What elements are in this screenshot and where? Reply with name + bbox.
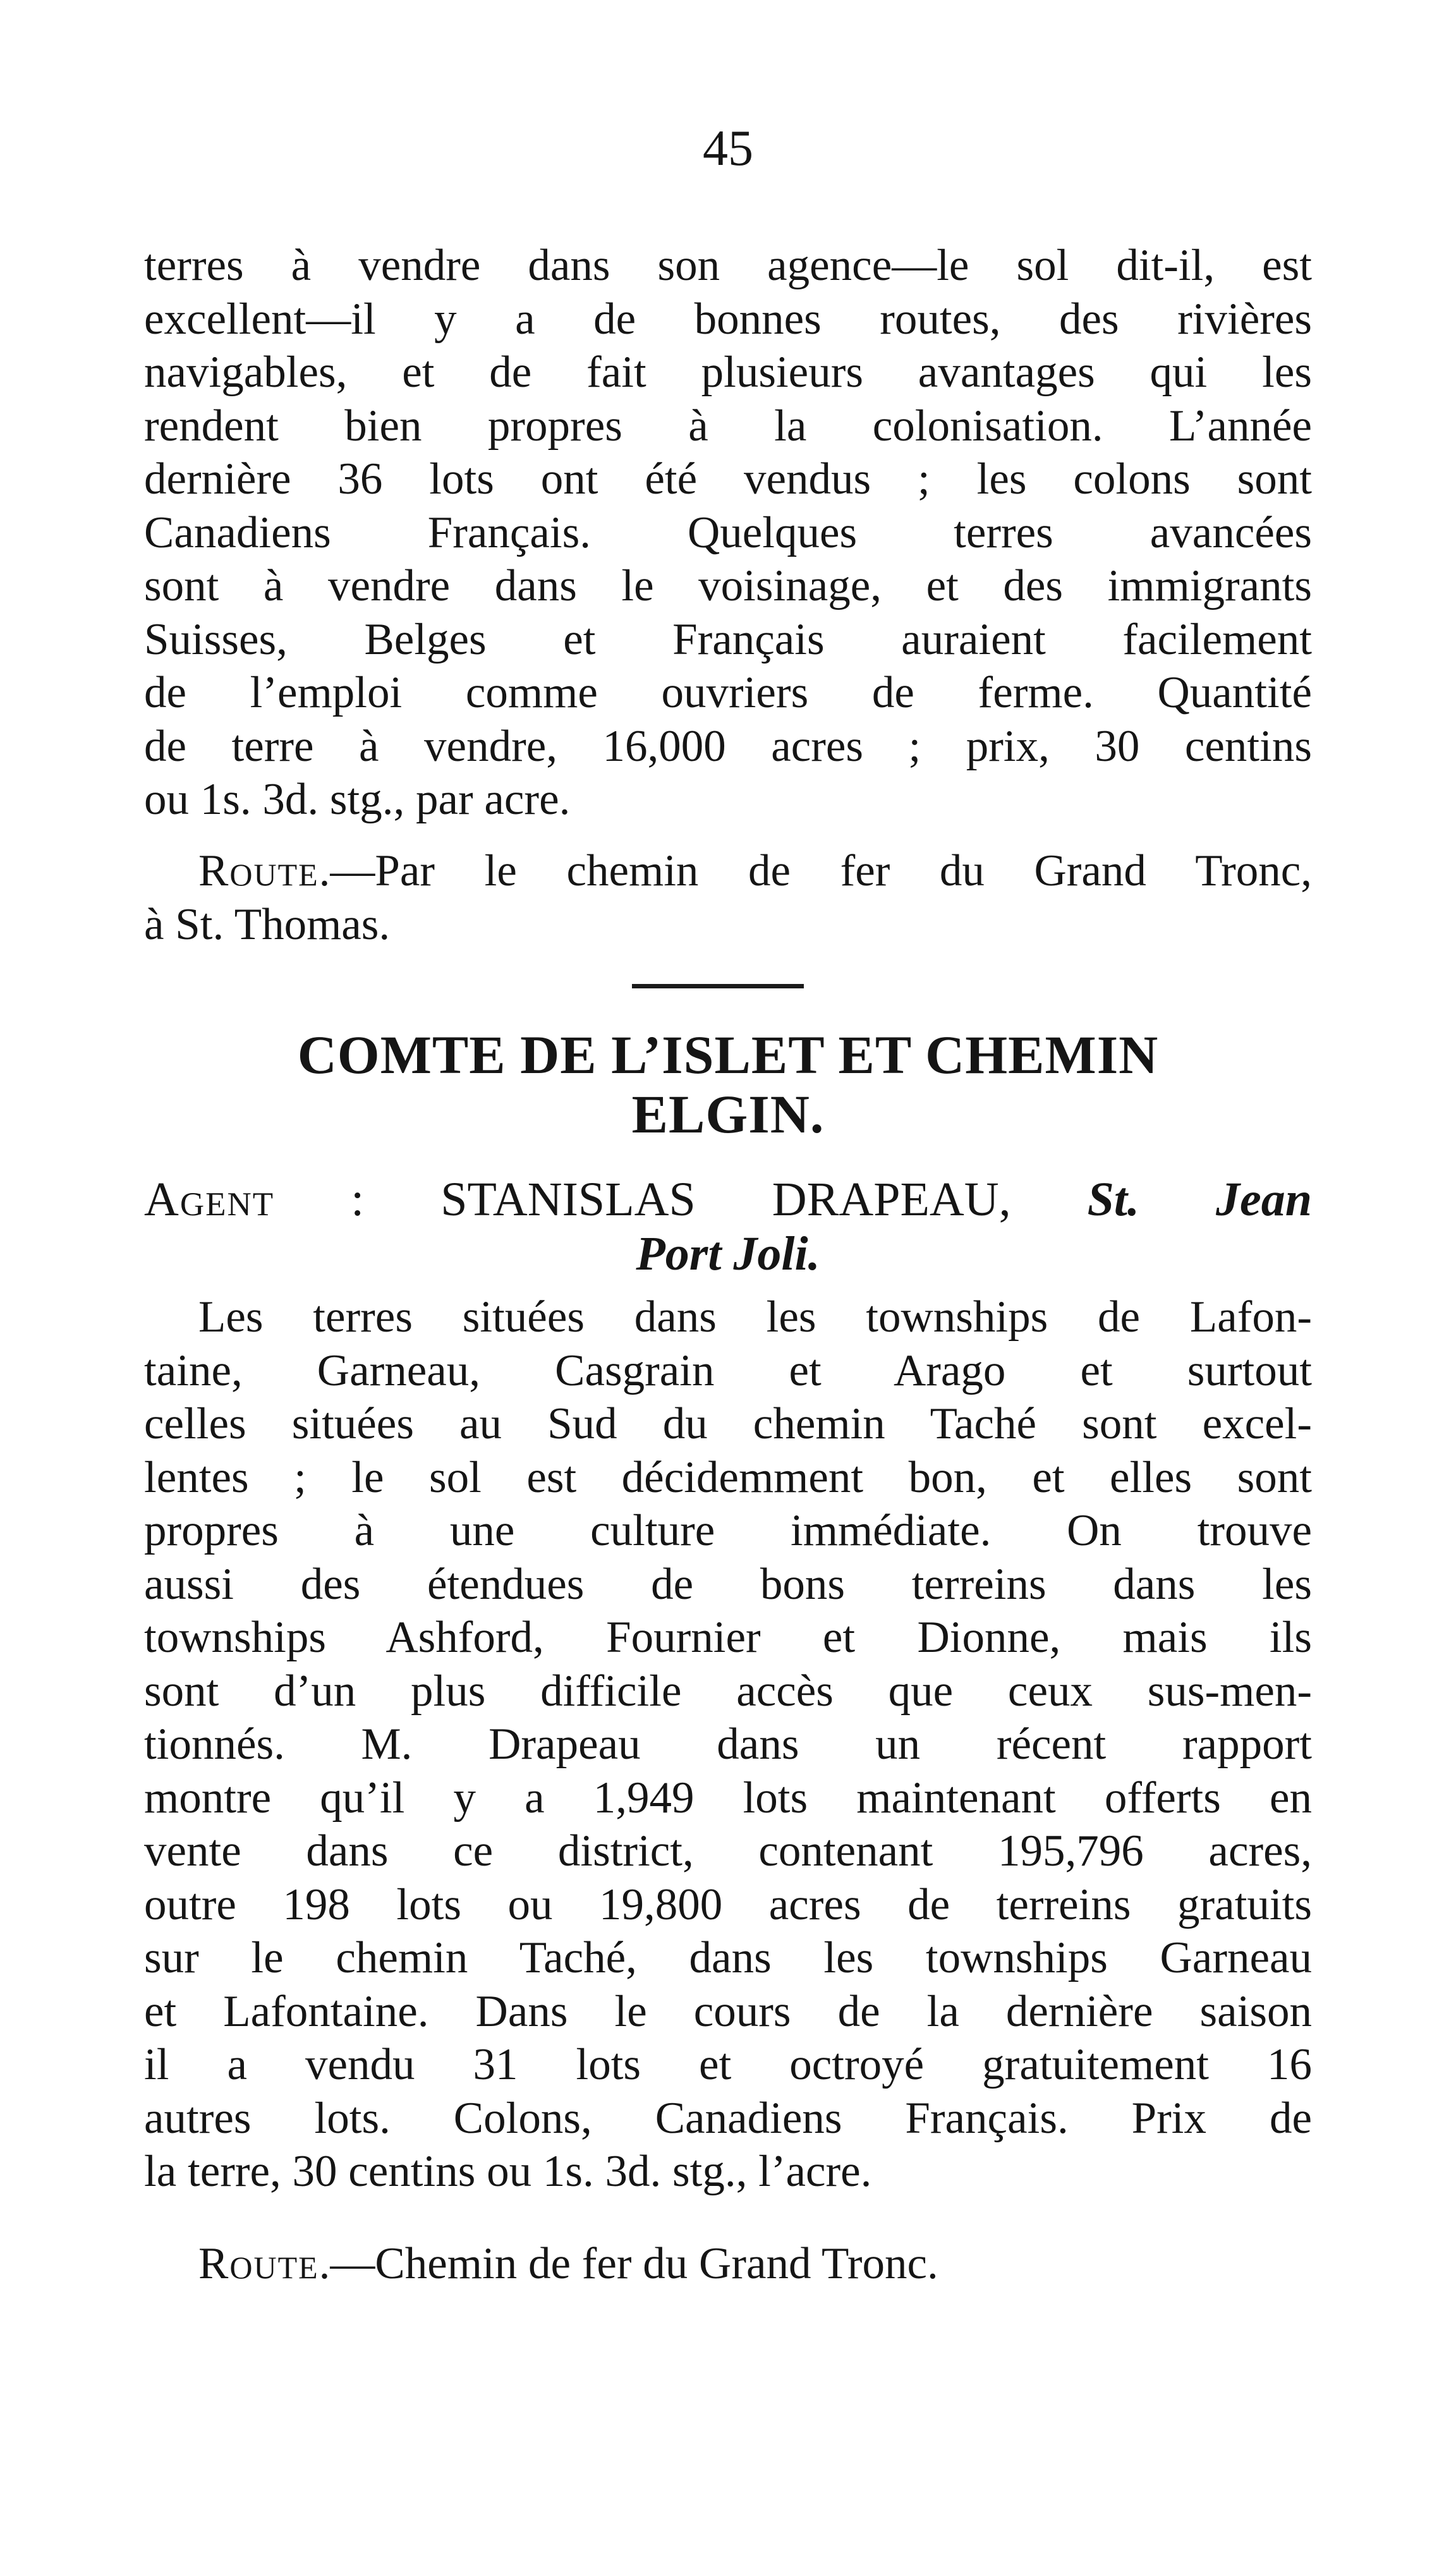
text-line: et Lafontaine. Dans le cours de la dernière saison <box>144 1986 1312 2036</box>
agent-line <box>144 1172 1312 1281</box>
text-line: terres à vendre dans son agence—le sol dit-il, est <box>144 241 1312 290</box>
section-divider <box>632 984 804 988</box>
text-line: townships Ashford, Fournier et Dionne, mais ils <box>144 1613 1312 1662</box>
agent-label: Agent <box>144 1173 275 1226</box>
text-line: outre 198 lots ou 19,800 acres de terreins gratuits <box>144 1879 1312 1929</box>
text-line: celles situées au Sud du chemin Taché sont excel- <box>144 1399 1312 1448</box>
route-text: .—Chemin de fer du Grand Tronc. <box>318 2239 938 2288</box>
text-line: dernière 36 lots ont été vendus ; les colons sont <box>144 454 1312 504</box>
text-line: autres lots. Colons, Canadiens Français. Prix de <box>144 2093 1312 2143</box>
route-text: .—Par le chemin de fer du Grand Tronc, <box>318 846 1312 895</box>
text-line: aussi des étendues de bons terreins dans les <box>144 1559 1312 1609</box>
text-line: Suisses, Belges et Français auraient facilement <box>144 614 1312 664</box>
text-line: de l’emploi comme ouvriers de ferme. Quantité <box>144 668 1312 717</box>
text-line: sont à vendre dans le voisinage, et des immigrants <box>144 561 1312 610</box>
agent-place-line: Port Joli. <box>636 1227 820 1280</box>
route-line <box>144 2237 1312 2291</box>
text-line: Les terres situées dans les townships de Lafon- <box>198 1292 1312 1342</box>
agent-name: STANISLAS DRAPEAU, <box>440 1173 1088 1226</box>
route-note <box>144 844 1312 951</box>
route-label: Route <box>198 2239 319 2288</box>
agent-place: St. Jean <box>1087 1173 1312 1226</box>
route-line: à St. Thomas. <box>144 899 391 949</box>
text-line: de terre à vendre, 16,000 acres ; prix, 30 centins <box>144 721 1312 771</box>
agent-separator: : <box>274 1173 441 1226</box>
text-line: il a vendu 31 lots et octroyé gratuitement 16 <box>144 2040 1312 2089</box>
heading-line: ELGIN. <box>631 1084 825 1144</box>
text-line: sont d’un plus difficile accès que ceux sus-men- <box>144 1666 1312 1716</box>
route-label: Route <box>198 846 319 895</box>
text-line: ou 1s. 3d. stg., par acre. <box>144 775 571 824</box>
heading-line: COMTE DE L’ISLET ET CHEMIN <box>297 1024 1159 1085</box>
page-number: 45 <box>703 121 753 176</box>
text-line: lentes ; le sol est décidemment bon, et elles sont <box>144 1452 1312 1502</box>
agent-line-1 <box>144 1172 1312 1227</box>
paragraph-continued <box>144 239 1312 827</box>
text-line: la terre, 30 centins ou 1s. 3d. stg., l’acre. <box>144 2147 872 2196</box>
route-line <box>144 844 1312 898</box>
section-heading <box>144 1025 1312 1144</box>
text-line: montre qu’il y a 1,949 lots maintenant offerts en <box>144 1773 1312 1823</box>
text-line: Canadiens Français. Quelques terres avancées <box>144 507 1312 557</box>
route-note <box>144 2237 1312 2291</box>
text-line: excellent—il y a de bonnes routes, des rivières <box>144 294 1312 344</box>
text-line: taine, Garneau, Casgrain et Arago et surtout <box>144 1345 1312 1395</box>
paragraph-main <box>144 1290 1312 2199</box>
text-line: navigables, et de fait plusieurs avantages qui les <box>144 348 1312 397</box>
text-line: propres à une culture immédiate. On trouve <box>144 1506 1312 1555</box>
text-line: vente dans ce district, contenant 195,796 acres, <box>144 1826 1312 1876</box>
text-line: tionnés. M. Drapeau dans un récent rapport <box>144 1720 1312 1769</box>
text-line: sur le chemin Taché, dans les townships Garneau <box>144 1933 1312 1982</box>
text-line: rendent bien propres à la colonisation. L’année <box>144 401 1312 451</box>
